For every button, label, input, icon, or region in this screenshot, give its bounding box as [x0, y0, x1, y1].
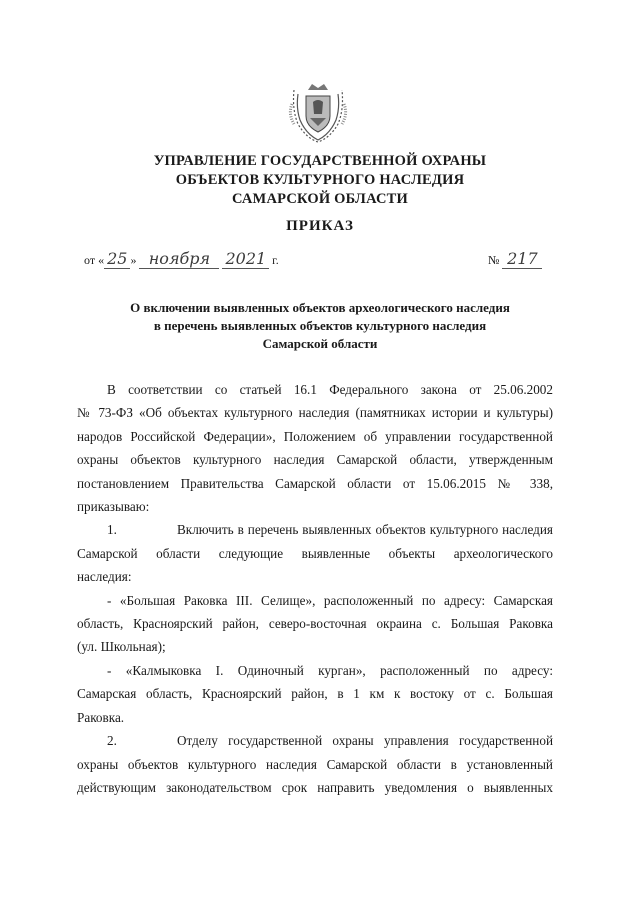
item-2-number: 2. [107, 733, 117, 749]
date-year-suffix: г. [272, 253, 279, 267]
item-1-text: Включить в перечень выявленных объектов культурного наследия [177, 522, 553, 538]
organization-name [120, 152, 520, 209]
object-1-line: - «Большая Раковка III. Селище», расположенный по адресу: Самарская [107, 592, 553, 608]
date-year: 2021 [222, 250, 269, 269]
item-1-line: Самарской области следующие выявленные объекты археологического [77, 545, 553, 561]
object-1-paragraph [77, 589, 553, 659]
subject-line-2: в перечень выявленных объектов культурного наследия [153, 318, 487, 333]
preamble-line: В соответствии со статьей 16.1 Федерального закона от 25.06.2002 [107, 382, 553, 397]
date-month: ноября [139, 250, 219, 269]
item-1-paragraph [77, 518, 553, 588]
item-2-line [77, 729, 553, 752]
subject-line-3: Самарской области [262, 336, 378, 351]
preamble-line: № 73-ФЗ «Об объектах культурного наследия (памятниках истории и культуры) [77, 405, 553, 421]
date-day: 25 [104, 250, 130, 269]
item-2-line: охраны объектов культурного наследия Самарской области в установленный [77, 756, 553, 772]
item-1-line: наследия: [77, 569, 132, 585]
preamble-line: постановлением Правительства Самарской области от 15.06.2015 № 338, [77, 475, 553, 491]
coat-of-arms-emblem [286, 80, 350, 144]
object-1-line: область, Красноярский район, северо-восточная окраина с. Большая Раковка [77, 616, 553, 632]
number-prefix: № [488, 253, 500, 267]
preamble-paragraph [77, 378, 553, 518]
item-1-number: 1. [107, 522, 117, 538]
org-line-1: УПРАВЛЕНИЕ ГОСУДАРСТВЕННОЙ ОХРАНЫ [153, 153, 487, 169]
preamble-line: охраны объектов культурного наследия Самарской области, утвержденным [77, 452, 553, 468]
object-2-line: Самарская область, Красноярский район, в 1 км к востоку от с. Большая [77, 686, 553, 702]
date-day-close: » [130, 253, 137, 267]
item-2-line: действующим законодательством срок направить уведомления о выявленных [77, 779, 553, 795]
date-prefix: от « [84, 253, 105, 267]
document-subject [80, 299, 560, 353]
preamble-line: приказываю: [77, 499, 150, 515]
preamble-line: народов Российской Федерации», Положением об управлении государственной [77, 428, 553, 444]
item-2-paragraph [77, 729, 553, 799]
document-number: 217 [502, 250, 542, 269]
object-2-paragraph [77, 659, 553, 729]
document-type-title: ПРИКАЗ [286, 218, 354, 234]
subject-line-1: О включении выявленных объектов археологического наследия [130, 300, 510, 315]
item-2-text: Отделу государственной охраны управления государственной [177, 733, 553, 749]
org-line-3: САМАРСКОЙ ОБЛАСТИ [231, 191, 409, 207]
document-number-field [488, 250, 542, 269]
object-1-line: (ул. Школьная); [77, 639, 166, 655]
object-2-line: - «Калмыковка I. Одиночный курган», расположенный по адресу: [107, 662, 553, 678]
item-1-line [77, 518, 553, 541]
date-field [84, 250, 279, 269]
org-line-2: ОБЪЕКТОВ КУЛЬТУРНОГО НАСЛЕДИЯ [175, 172, 465, 188]
document-body [77, 378, 553, 799]
object-2-line: Раковка. [77, 709, 125, 725]
